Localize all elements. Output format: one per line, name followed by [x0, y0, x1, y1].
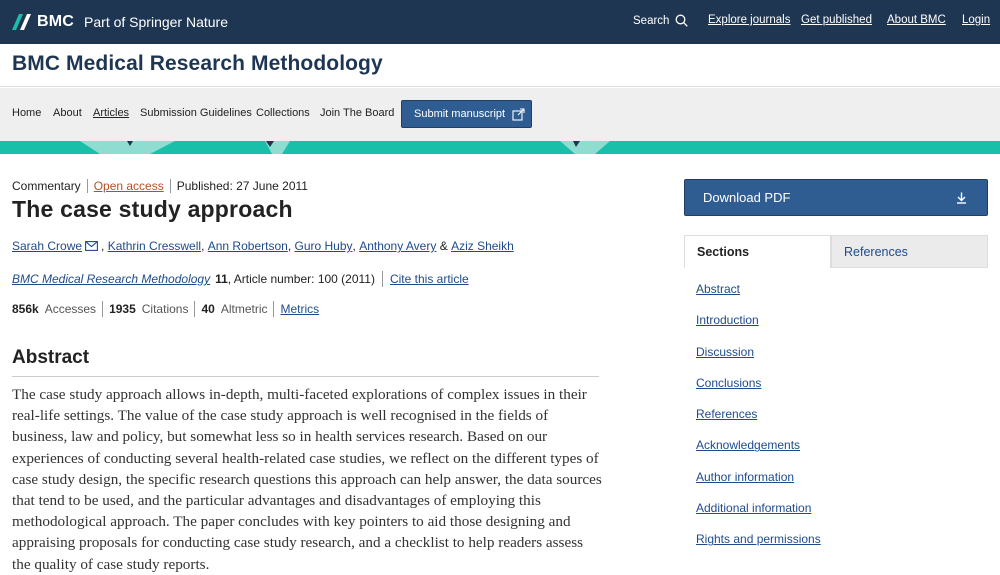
nav-join-the-board[interactable]: Join The Board	[320, 107, 395, 119]
bmc-logo[interactable]	[12, 12, 228, 32]
search-label: Search	[633, 14, 670, 27]
journal-nav	[0, 88, 1000, 141]
journal-header	[0, 44, 1000, 87]
about-bmc-link[interactable]: About BMC	[887, 14, 946, 26]
get-published-link[interactable]: Get published	[801, 14, 872, 26]
article-type: Commentary	[12, 179, 81, 193]
section-nav	[696, 282, 821, 564]
nav-collections[interactable]: Collections	[256, 107, 310, 119]
email-icon[interactable]	[85, 241, 98, 251]
abstract-text: The case study approach allows in-depth, multi-faceted explorations of complex issues in their real-life settings. The value of the case study approach is well recognised in the fields of business, law and policy, but somewhat less so in health services research. Based on our experiences of conducting several health-related case studies, we reflect on the different types of case study design, the specific research questions this approach can help answer, the data sources that tend to be used, and the particular advantages and disadvantages of employing this methodological approach. The paper concludes with key pointers to aid those designing and appraising proposals for conducting case study research, and a checklist to help readers assess the quality of case study reports.	[12, 386, 602, 573]
logo-subtitle: Part of Springer Nature	[84, 14, 229, 30]
citation-line	[12, 271, 469, 287]
nav-submission-guidelines[interactable]: Submission Guidelines	[140, 107, 252, 119]
author-link[interactable]: Guro Huby	[294, 239, 353, 253]
login-link[interactable]: Login	[962, 14, 991, 26]
metrics-divider	[102, 301, 103, 317]
tab-references[interactable]	[831, 235, 988, 268]
tab-references-label: References	[844, 244, 908, 259]
submit-manuscript-label: Submit manuscript	[414, 108, 506, 120]
download-pdf-label: Download PDF	[703, 190, 791, 205]
bmc-logo-icon	[12, 14, 34, 30]
external-link-icon	[512, 108, 525, 121]
journal-name-link[interactable]: BMC Medical Research Methodology	[12, 272, 211, 286]
explore-journals-link[interactable]: Explore journals	[708, 14, 791, 26]
tab-sections[interactable]	[684, 235, 831, 268]
cite-article-link[interactable]: Cite this article	[389, 272, 469, 286]
accesses-label: Accesses	[44, 302, 97, 316]
metrics-divider	[273, 301, 274, 317]
meta-divider	[87, 179, 88, 193]
citations-count: 1935	[109, 302, 136, 316]
article-metrics	[12, 301, 319, 317]
meta-divider	[170, 179, 171, 193]
abstract-heading: Abstract	[12, 347, 90, 368]
section-link-rights-and-permissions[interactable]: Rights and permissions	[696, 532, 821, 547]
author-link[interactable]: Ann Robertson	[207, 239, 288, 253]
search-icon	[675, 14, 688, 27]
section-link-author-information[interactable]: Author information	[696, 469, 795, 484]
section-link-discussion[interactable]: Discussion	[696, 344, 755, 359]
author-link[interactable]: Anthony Avery	[359, 239, 437, 253]
metrics-divider	[194, 301, 195, 317]
author-link[interactable]: Kathrin Cresswell	[107, 239, 202, 253]
accesses-count: 856k	[12, 302, 39, 316]
section-link-abstract[interactable]: Abstract	[696, 282, 741, 296]
section-link-additional-information[interactable]: Additional information	[696, 501, 812, 516]
abstract-divider	[12, 376, 599, 377]
journal-title[interactable]: BMC Medical Research Methodology	[12, 52, 383, 75]
article-number: , Article number: 100 (2011)	[227, 272, 375, 286]
altmetric-label: Altmetric	[220, 302, 268, 316]
global-header	[0, 0, 1000, 44]
article-title: The case study approach	[12, 196, 293, 222]
sidebar-tabs	[684, 235, 988, 268]
altmetric-score: 40	[201, 302, 215, 316]
download-pdf-button[interactable]	[684, 179, 988, 216]
section-link-acknowledgements[interactable]: Acknowledgements	[696, 438, 801, 453]
decorative-band	[0, 141, 1000, 154]
citation-divider	[382, 271, 383, 287]
section-link-references[interactable]: References	[696, 407, 758, 422]
nav-about[interactable]: About	[53, 107, 82, 119]
authors-joiner: &	[439, 239, 448, 253]
logo-text: BMC	[37, 13, 75, 30]
author-link[interactable]: Aziz Sheikh	[451, 239, 514, 253]
volume-number: 11	[215, 272, 228, 286]
metrics-link[interactable]: Metrics	[280, 302, 320, 316]
band-pattern	[0, 141, 1000, 154]
author-link[interactable]: Sarah Crowe	[12, 239, 83, 253]
article-meta	[12, 179, 308, 193]
tab-sections-label: Sections	[697, 245, 750, 259]
section-link-introduction[interactable]: Introduction	[696, 313, 759, 328]
published-date: Published: 27 June 2011	[176, 179, 308, 193]
citations-label: Citations	[141, 302, 189, 316]
author-list: Sarah Crowe , Kathrin Cresswell , Ann Robertson , Guro Huby , Anthony Avery & Aziz Sheikh	[12, 239, 514, 253]
nav-home[interactable]: Home	[12, 107, 42, 119]
submit-manuscript-button[interactable]	[401, 100, 532, 128]
nav-articles[interactable]: Articles	[93, 107, 130, 119]
download-icon	[956, 192, 967, 204]
search-button[interactable]	[633, 14, 688, 27]
section-link-conclusions[interactable]: Conclusions	[696, 375, 762, 390]
open-access-link[interactable]: Open access	[93, 179, 164, 193]
